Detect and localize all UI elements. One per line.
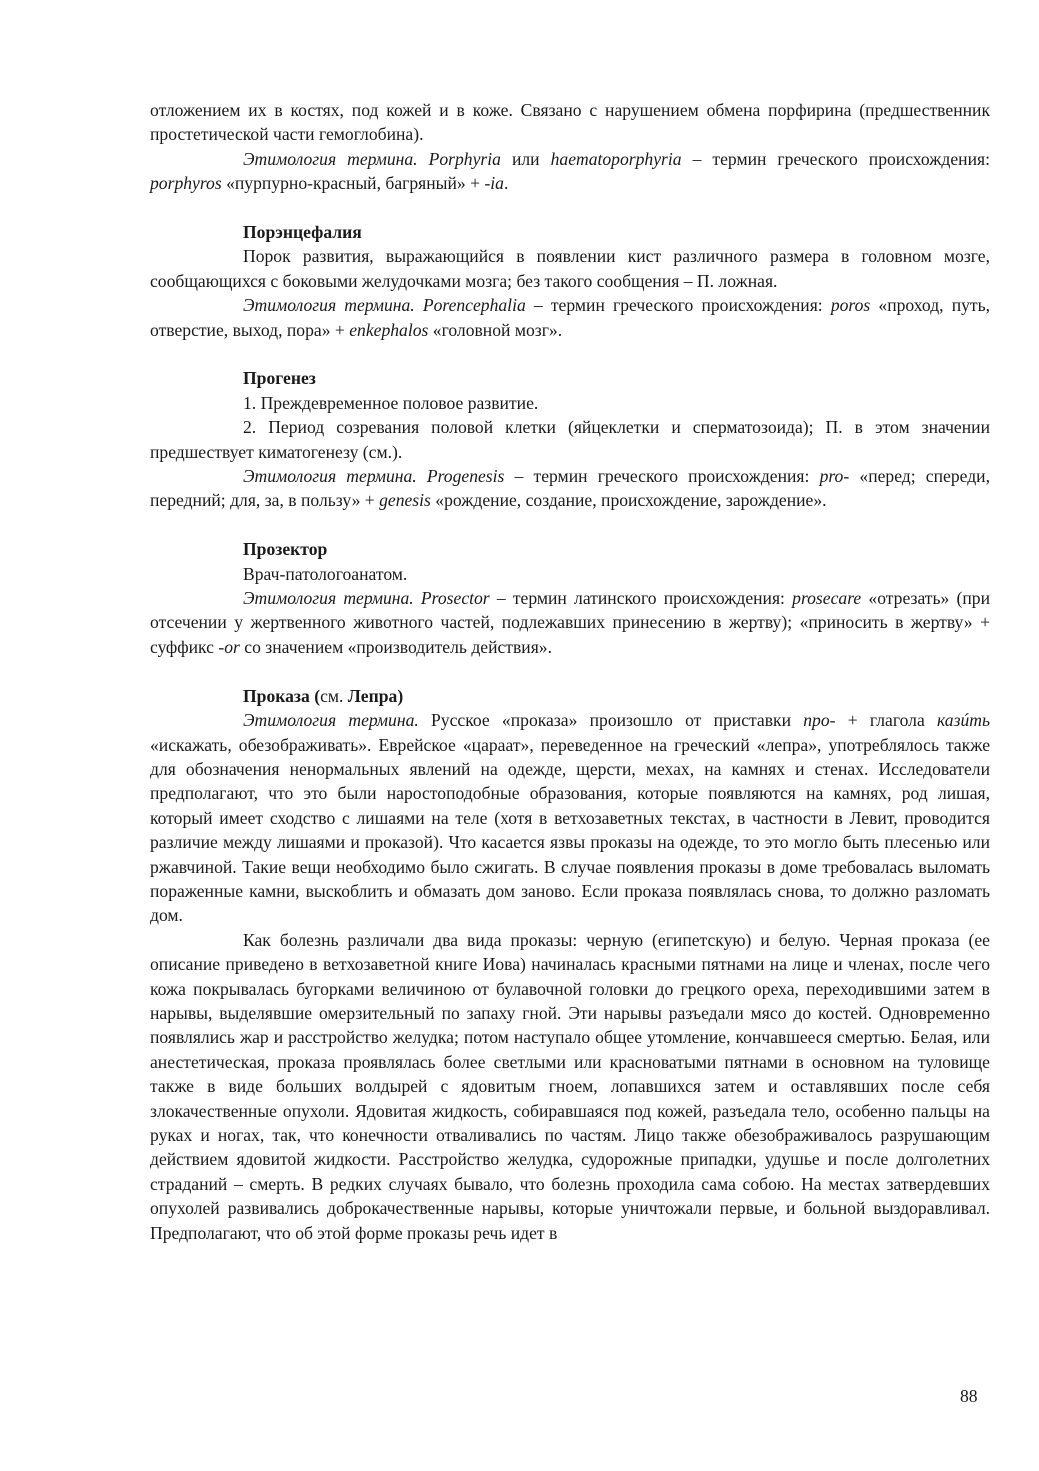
document-page xyxy=(150,98,990,1245)
prosector-definition: Врач-патологоанатом. xyxy=(243,563,408,584)
porphyria-continuation: отложением их в костях, под кожей и в коже. Связано с нарушением обмена порфирина (предшественник простетической части гемоглобина). xyxy=(150,100,990,145)
progenesis-etymology: Этимология термина. Progenesis – термин греческого происхождения: pro- «перед; спереди, передний; для, за, в пользу» + genesis «рождение, создание, происхождение, зарождение». xyxy=(150,466,990,511)
entry-title-prosector: Прозектор xyxy=(243,539,328,560)
progenesis-definition-1: 1. Преждевременное половое развитие. xyxy=(243,392,539,413)
prosector-etymology: Этимология термина. Prosector – термин латинского происхождения: prosecare «отрезать» (при отсечении у жертвенного животного частей, подлежавших принесению в жертву); «приносить в жертву» + суффикс -or со значением «производитель действия». xyxy=(150,588,990,657)
porencephaly-definition: Порок развития, выражающийся в появлении кист различного размера в головном мозге, сообщающихся с боковыми желудочками мозга; без такого сообщения – П. ложная. xyxy=(150,246,990,291)
entry-title-leprosy: Проказа (см. Лепра) xyxy=(243,685,404,706)
entry-title-progenesis: Прогенез xyxy=(243,368,316,389)
page-number: 88 xyxy=(960,1386,978,1406)
entry-title-porencephaly: Порэнцефалия xyxy=(243,222,362,243)
porencephaly-etymology: Этимология термина. Porencephalia – термин греческого происхождения: poros «проход, путь, отверстие, выход, пора» + enkephalos «головной мозг». xyxy=(150,295,991,340)
progenesis-definition-2: 2. Период созревания половой клетки (яйцеклетки и сперматозоида); П. в этом значении предшествует киматогенезу (см.). xyxy=(150,417,990,462)
porphyria-etymology: Этимология термина. Porphyria или haematoporphyria – термин греческого происхождения: porphyros «пурпурно-красный, багряный» + -ia. xyxy=(150,148,990,194)
leprosy-description: Как болезнь различали два вида проказы: черную (египетскую) и белую. Черная проказа (ее описание приведено в ветхозаветной книге Иова) начиналась красными пятнами на лице и членах, после чего кожа покрывалась бугорками величиною от булавочной головки до грецкого ореха, переходившими затем в нарывы, выделявшие омерзительный по запаху гной. Эти нарывы разъедали мясо до костей. Одновременно появлялись жар и расстройство желудка; потом наступало общее утомление, кончавшееся смертью. Белая, или анестетическая, проказа проявлялась более светлыми или красноватыми пятнами в основном на туловище также в виде больших волдырей с ядовитым гноем, лопавшихся затем и оставлявших после себя злокачественные опухоли. Ядовитая жидкость, собиравшаяся под кожей, разъедала тело, особенно пальцы на руках и ногах, так, что конечности отваливались по частям. Лицо также обезображивалось разрушающим действием ядовитой жидкости. Расстройство желудка, судорожные припадки, удушье и после долголетних страданий – смерть. В редких случаях бывало, что болезнь проходила сама собою. На местах затвердевших опухолей развивались доброкачественные нарывы, которые уничтожали первые, и больной выздоравливал. Предполагают, что об этой форме проказы речь идет в xyxy=(150,929,990,1243)
leprosy-etymology: Этимология термина. Русское «проказа» произошло от приставки про- + глагола казúть «искажать, обезображивать». Еврейское «цараат», переведенное на греческий «лепра», употреблялось также для обозначения ненормальных явлений на одежде, щерсти, мехах, на камнях и стенах. Исследователи предполагают, что это были наростоподобные образования, которые появляются на камнях, род лишая, который имеет сходство с лишаями на теле (хотя в ветхозаветных текстах, в частности в Левит, проводится различие между лишаями и проказой). Что касается язвы проказы на одежде, то это могло быть плесенью или ржавчиной. Такие вещи необходимо было сжигать. В случае появления проказы в доме требовалась выломать пораженные камни, выскоблить и обмазать дом заново. Если проказа появлялась снова, то должно разломать дом. xyxy=(150,710,990,926)
